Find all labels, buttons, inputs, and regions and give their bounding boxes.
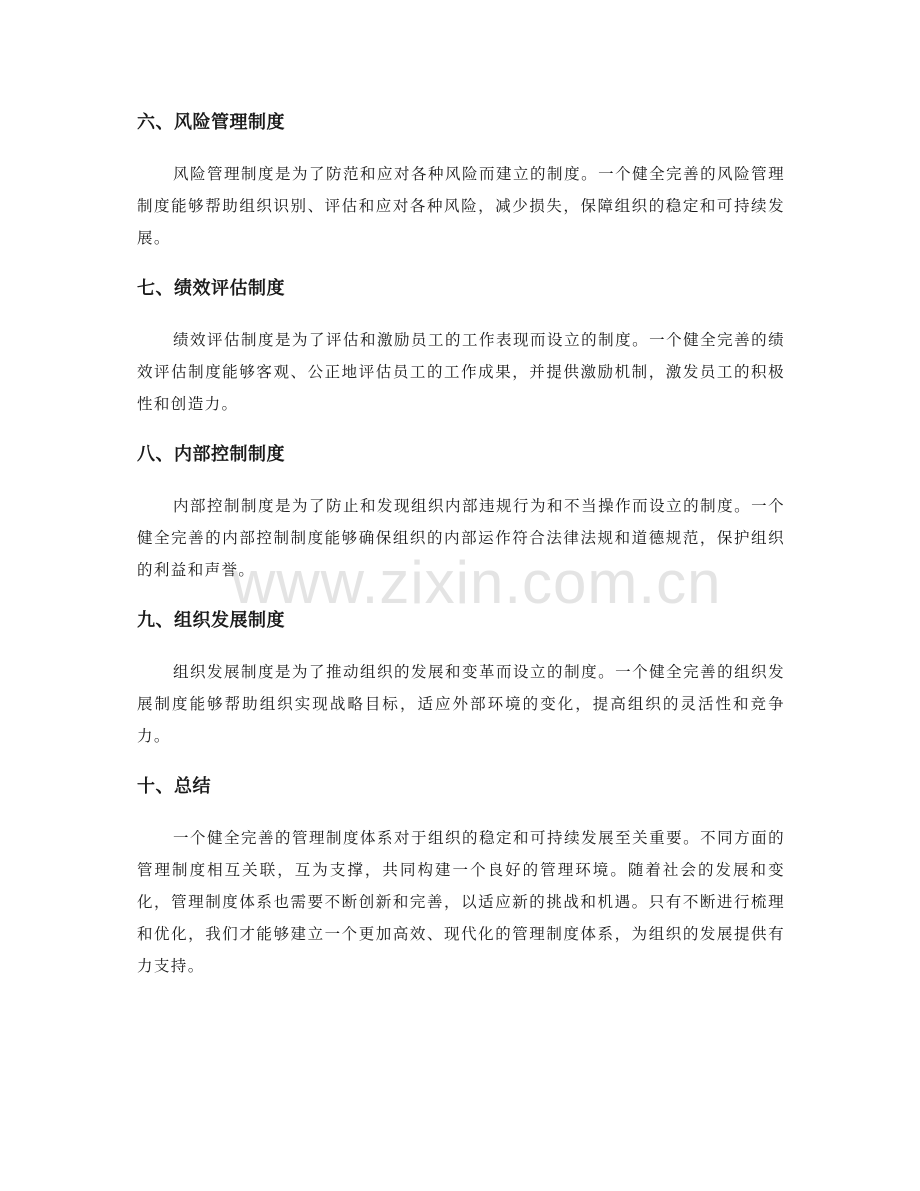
section-heading: 六、风险管理制度: [137, 112, 285, 133]
document-body: [137, 106, 785, 1000]
section-paragraph: 绩效评估制度是为了评估和激励员工的工作表现而设立的制度。一个健全完善的绩效评估制度能够客观、公正地评估员工的工作成果，并提供激励机制，激发员工的积极性和创造力。: [137, 331, 785, 413]
watermark-text: www.zixin.com.cn: [232, 549, 722, 616]
section-heading: 十、总结: [137, 776, 211, 797]
section-paragraph: 内部控制制度是为了防止和发现组织内部违规行为和不当操作而设立的制度。一个健全完善的内部控制制度能够确保组织的内部运作符合法律法规和道德规范，保护组织的利益和声誉。: [137, 497, 785, 579]
section-paragraph: 风险管理制度是为了防范和应对各种风险而建立的制度。一个健全完善的风险管理制度能够帮助组织识别、评估和应对各种风险，减少损失，保障组织的稳定和可持续发展。: [137, 165, 785, 247]
section-heading: 八、内部控制制度: [137, 444, 285, 465]
section-performance-evaluation: [137, 272, 785, 420]
section-paragraph: 一个健全完善的管理制度体系对于组织的稳定和可持续发展至关重要。不同方面的管理制度相互关联，互为支撑，共同构建一个良好的管理环境。随着社会的发展和变化，管理制度体系也需要不断创新和完善，以适应新的挑战和机遇。只有不断进行梳理和优化，我们才能够建立一个更加高效、现代化的管理制度体系，为组织的发展提供有力支持。: [137, 829, 785, 975]
section-summary: [137, 770, 785, 982]
section-organization-development: [137, 604, 785, 752]
section-heading: 七、绩效评估制度: [137, 278, 285, 299]
section-risk-management: [137, 106, 785, 254]
section-heading: 九、组织发展制度: [137, 610, 285, 631]
section-internal-control: [137, 438, 785, 586]
section-paragraph: 组织发展制度是为了推动组织的发展和变革而设立的制度。一个健全完善的组织发展制度能够帮助组织实现战略目标，适应外部环境的变化，提高组织的灵活性和竞争力。: [137, 663, 785, 745]
